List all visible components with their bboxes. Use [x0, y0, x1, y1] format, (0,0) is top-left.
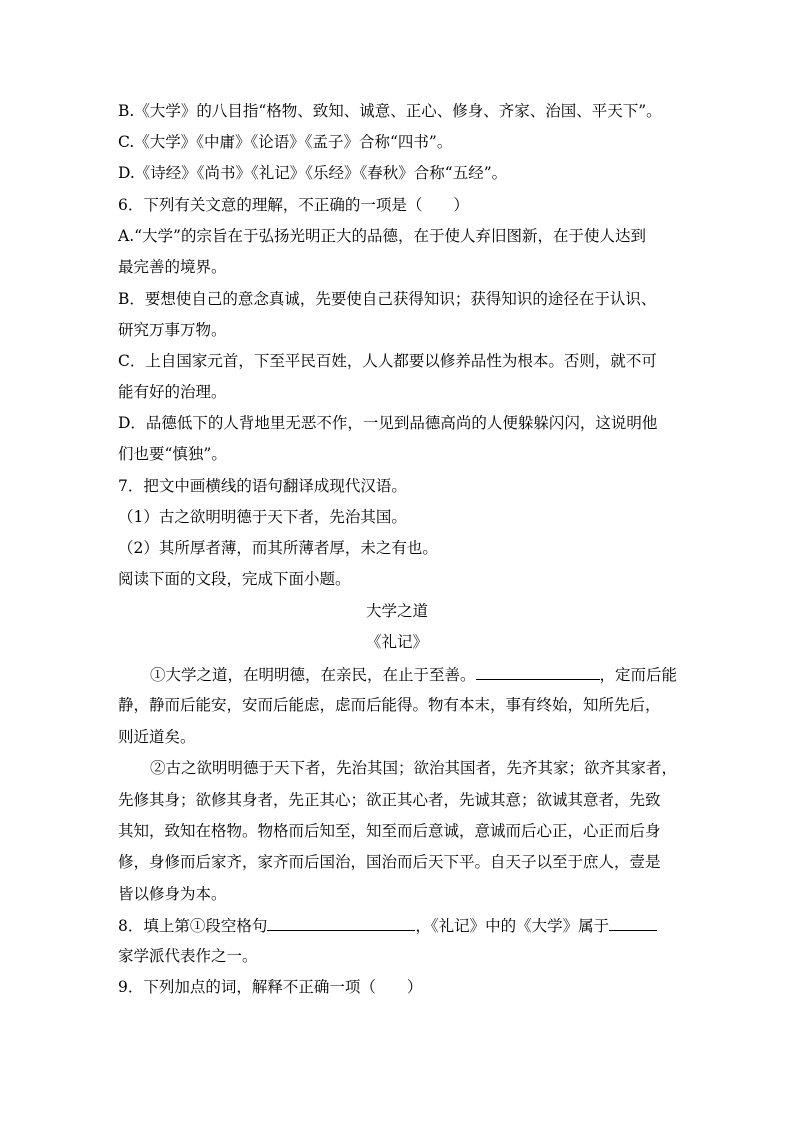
passage-title: 大学之道	[365, 602, 428, 620]
q6-option-a-line2: 最完善的境界。	[118, 258, 227, 276]
q8-line2: 家学派代表作之一。	[118, 947, 258, 965]
q8-blank-school[interactable]	[609, 915, 657, 931]
q7-stem: 7．把文中画横线的语句翻译成现代汉语。	[118, 477, 407, 495]
q6-option-c-line1: C．上自国家元首，下至平民百姓，人人都要以修养品性为根本。否则，就不可	[118, 352, 657, 370]
q6-option-d-line1: D．品德低下的人背地里无恶不作，一见到品德高尚的人便躲躲闪闪，这说明他	[118, 414, 658, 432]
passage-p1-text-b: ，定而后能	[599, 666, 678, 684]
passage-p2-line3: 其知，致知在格物。物格而后知至，知至而后意诚，意诚而后心正，心正而后身	[118, 822, 661, 840]
passage-p2-line1: ②古之欲明明德于天下者，先治其国；欲治其国者，先齐其家；欲齐其家者，	[150, 759, 678, 777]
q5-option-b: B.《大学》的八目指“格物、致知、诚意、正心、修身、齐家、治国、平天下”。	[118, 102, 662, 120]
q8-blank-sentence[interactable]	[267, 915, 415, 931]
q5-option-c: C.《大学》《中庸》《论语》《孟子》合称“四书”。	[118, 133, 453, 151]
q6-stem: 6．下列有关文意的理解，不正确的一项是（ ）	[118, 196, 469, 214]
passage-p2-line2: 先修其身；欲修其身者，先正其心；欲正其心者，先诚其意；欲诚其意者，先致	[118, 791, 661, 809]
passage-p2-line4: 修，身修而后家齐，家齐而后国治，国治而后天下平。自天子以至于庶人，壹是	[118, 853, 661, 871]
q7-item1: （1）古之欲明明德于天下者，先治其国。	[118, 508, 407, 526]
q7-item2: （2）其所厚者薄，而其所薄者厚，未之有也。	[118, 539, 438, 557]
reading-instruction: 阅读下面的文段，完成下面小题。	[118, 570, 351, 588]
q6-option-b-line1: B．要想使自己的意念真诚，先要使自己获得知识；获得知识的途径在于认识、	[118, 290, 657, 308]
q6-option-a-line1: A.“大学”的宗旨在于弘扬光明正大的品德，在于使人弃旧图新，在于使人达到	[118, 227, 646, 245]
passage-source: 《礼记》	[365, 633, 428, 651]
passage-p1-line2: 静，静而后能安，安而后能虑，虑而后能得。物有本末，事有终始，知所先后，	[118, 696, 661, 714]
passage-p1-text-a: ①大学之道，在明明德，在亲民，在止于至善。	[150, 666, 476, 684]
q8-text-a: 8．填上第①段空格句	[118, 917, 268, 935]
q8-line1	[118, 915, 657, 935]
q6-option-b-line2: 研究万事万物。	[118, 321, 227, 339]
q9-stem: 9．下列加点的词，解释不正确一项（ ）	[118, 978, 423, 996]
p1-fill-blank[interactable]	[476, 664, 600, 680]
passage-p1-line3: 则近道矣。	[118, 728, 196, 746]
q6-option-c-line2: 能有好的治理。	[118, 383, 227, 401]
q6-option-d-line2: 们也要“慎独”。	[118, 445, 227, 463]
q8-text-b: ，《礼记》中的《大学》属于	[415, 917, 610, 935]
passage-p2-line5: 皆以修身为本。	[118, 885, 227, 903]
q5-option-d: D.《诗经》《尚书》《礼记》《乐经》《春秋》合称“五经”。	[118, 164, 508, 182]
passage-p1-line1	[150, 664, 677, 684]
